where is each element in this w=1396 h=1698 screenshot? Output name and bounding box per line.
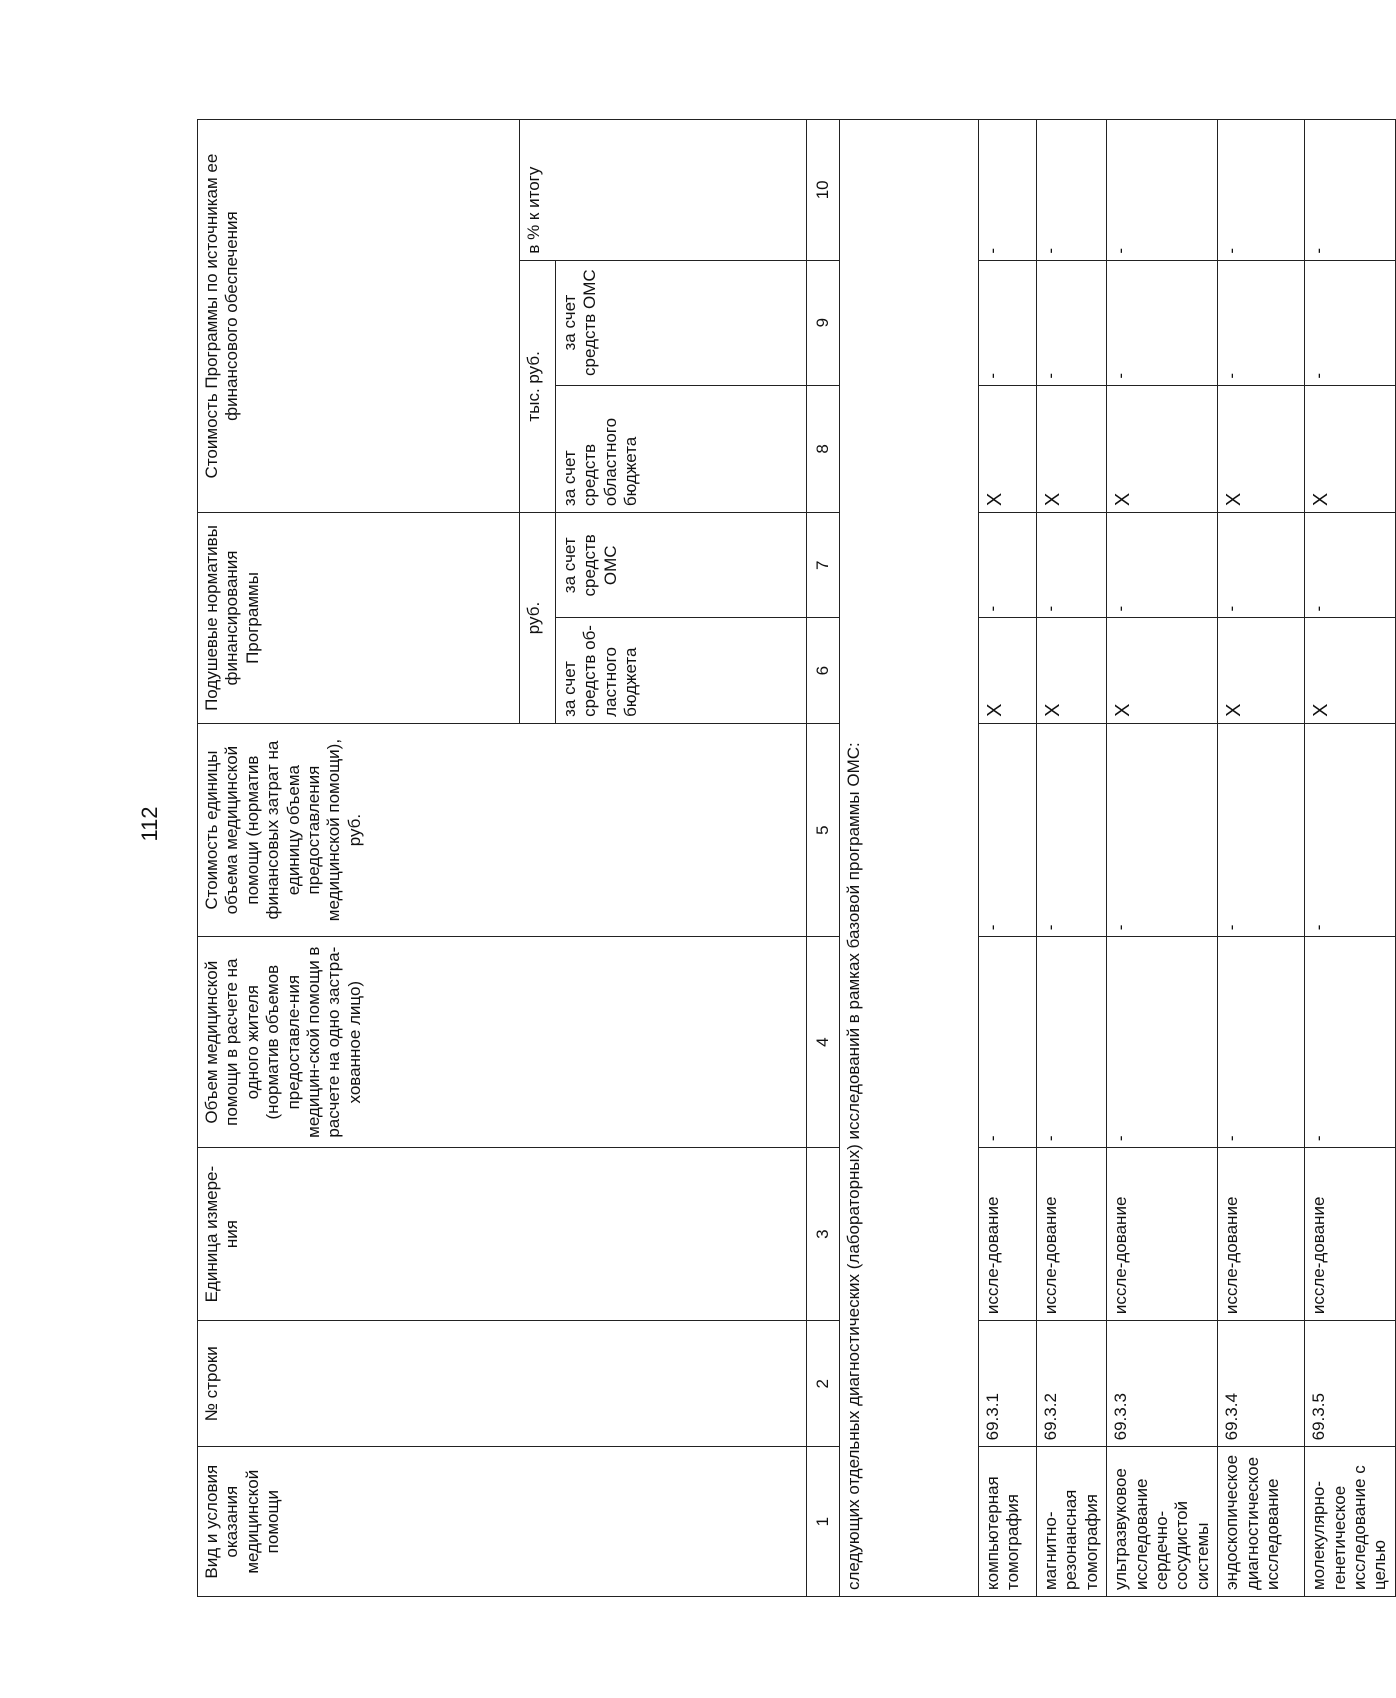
column-numbers-row xyxy=(807,120,840,1597)
column-number: 8 xyxy=(807,385,840,513)
row-unit-cost: - xyxy=(1107,723,1218,936)
row-regional-norm: X xyxy=(1218,618,1305,723)
column-number: 4 xyxy=(807,937,840,1148)
row-unit: иссле-дование xyxy=(1107,1148,1218,1321)
row-oms-norm: - xyxy=(1037,513,1107,618)
intro-text: следующих отдельных диагностических (лабораторных) исследований в рамках базовой программы ОМС: xyxy=(840,120,979,1597)
row-name: компьютерная томография xyxy=(979,1447,1037,1597)
column-number: 9 xyxy=(807,260,840,385)
column-number: 10 xyxy=(807,120,840,261)
row-oms-cost: - xyxy=(1107,260,1218,385)
row-name: магнитно-резонансная томография xyxy=(1037,1447,1107,1597)
intro-row xyxy=(840,120,979,1597)
header-oms-norm: за счет средств ОМС xyxy=(556,513,807,618)
table-row xyxy=(979,120,1037,1597)
header-row-1 xyxy=(198,120,520,1597)
row-regional-cost: X xyxy=(1305,385,1396,513)
header-regional-budget-cost: за счет средств областного бюджета xyxy=(556,385,807,513)
row-percent: - xyxy=(979,120,1037,261)
header-oms-cost: за счет средств ОМС xyxy=(556,260,807,385)
column-number: 7 xyxy=(807,513,840,618)
row-oms-norm: - xyxy=(979,513,1037,618)
row-volume: - xyxy=(1037,937,1107,1148)
row-volume: - xyxy=(1305,937,1396,1148)
financing-table xyxy=(197,119,1396,1597)
row-regional-norm: X xyxy=(1037,618,1107,723)
header-kind: Вид и условия оказания медицинской помощи xyxy=(198,1447,807,1597)
row-unit-cost: - xyxy=(979,723,1037,936)
row-volume: - xyxy=(979,937,1037,1148)
row-oms-norm: - xyxy=(1305,513,1396,618)
page-number: 112 xyxy=(137,806,162,842)
row-name: молекулярно-генетическое исследование с целью xyxy=(1305,1447,1396,1597)
column-number: 5 xyxy=(807,723,840,936)
row-oms-norm: - xyxy=(1218,513,1305,618)
row-percent: - xyxy=(1218,120,1305,261)
row-unit-cost: - xyxy=(1305,723,1396,936)
row-line: 69.3.1 xyxy=(979,1321,1037,1447)
header-volume: Объем медицинской помощи в расчете на одного жителя (норматив объемов предоставле-ния медицин-ской помощи в расчете на одно застра-хованное лицо) xyxy=(198,937,807,1148)
row-unit: иссле-дование xyxy=(1305,1148,1396,1321)
row-line: 69.3.4 xyxy=(1218,1321,1305,1447)
header-cost-unit: тыс. руб. xyxy=(520,260,556,512)
row-oms-cost: - xyxy=(1218,260,1305,385)
column-number: 6 xyxy=(807,618,840,723)
row-percent: - xyxy=(1037,120,1107,261)
row-oms-norm: - xyxy=(1107,513,1218,618)
row-volume: - xyxy=(1218,937,1305,1148)
table-row xyxy=(1218,120,1305,1597)
row-line: 69.3.2 xyxy=(1037,1321,1107,1447)
row-regional-cost: X xyxy=(1037,385,1107,513)
row-percent: - xyxy=(1305,120,1396,261)
row-unit: иссле-дование xyxy=(1037,1148,1107,1321)
row-oms-cost: - xyxy=(1037,260,1107,385)
column-number: 3 xyxy=(807,1148,840,1321)
row-regional-norm: X xyxy=(1107,618,1218,723)
header-regional-budget-norm: за счет средств об-ластного бюджета xyxy=(556,618,807,723)
row-unit: иссле-дование xyxy=(1218,1148,1305,1321)
row-line: 69.3.3 xyxy=(1107,1321,1218,1447)
rotated-table-wrapper xyxy=(197,119,1390,1597)
header-unit-cost: Стоимость единицы объема медицинской помощи (норматив финансовых затрат на единицу объема предоставления медицинской помощи), руб. xyxy=(198,723,807,936)
row-regional-cost: X xyxy=(1107,385,1218,513)
row-percent: - xyxy=(1107,120,1218,261)
row-volume: - xyxy=(1107,937,1218,1148)
header-percent: в % к итогу xyxy=(520,120,807,261)
table-row xyxy=(1305,120,1396,1597)
column-number: 2 xyxy=(807,1321,840,1447)
header-cost-group: Стоимость Программы по источникам ее финансового обеспечения xyxy=(198,120,520,513)
row-oms-cost: - xyxy=(1305,260,1396,385)
header-unit: Единица измере-ния xyxy=(198,1148,807,1321)
column-number: 1 xyxy=(807,1447,840,1597)
header-line-number: № строки xyxy=(198,1321,807,1447)
row-regional-cost: X xyxy=(1218,385,1305,513)
row-regional-norm: X xyxy=(1305,618,1396,723)
row-unit-cost: - xyxy=(1037,723,1107,936)
row-name: эндоскопическое диагностическое исследование xyxy=(1218,1447,1305,1597)
header-per-capita-group: Подушевые нормативы финансирования Программы xyxy=(198,513,520,724)
header-per-capita-unit: руб. xyxy=(520,513,556,724)
row-name: ультразвуковое исследование сердечно-сосудистой системы xyxy=(1107,1447,1218,1597)
row-unit: иссле-дование xyxy=(979,1148,1037,1321)
row-oms-cost: - xyxy=(979,260,1037,385)
row-line: 69.3.5 xyxy=(1305,1321,1396,1447)
table-row xyxy=(1107,120,1218,1597)
row-unit-cost: - xyxy=(1218,723,1305,936)
row-regional-cost: X xyxy=(979,385,1037,513)
table-row xyxy=(1037,120,1107,1597)
row-regional-norm: X xyxy=(979,618,1037,723)
